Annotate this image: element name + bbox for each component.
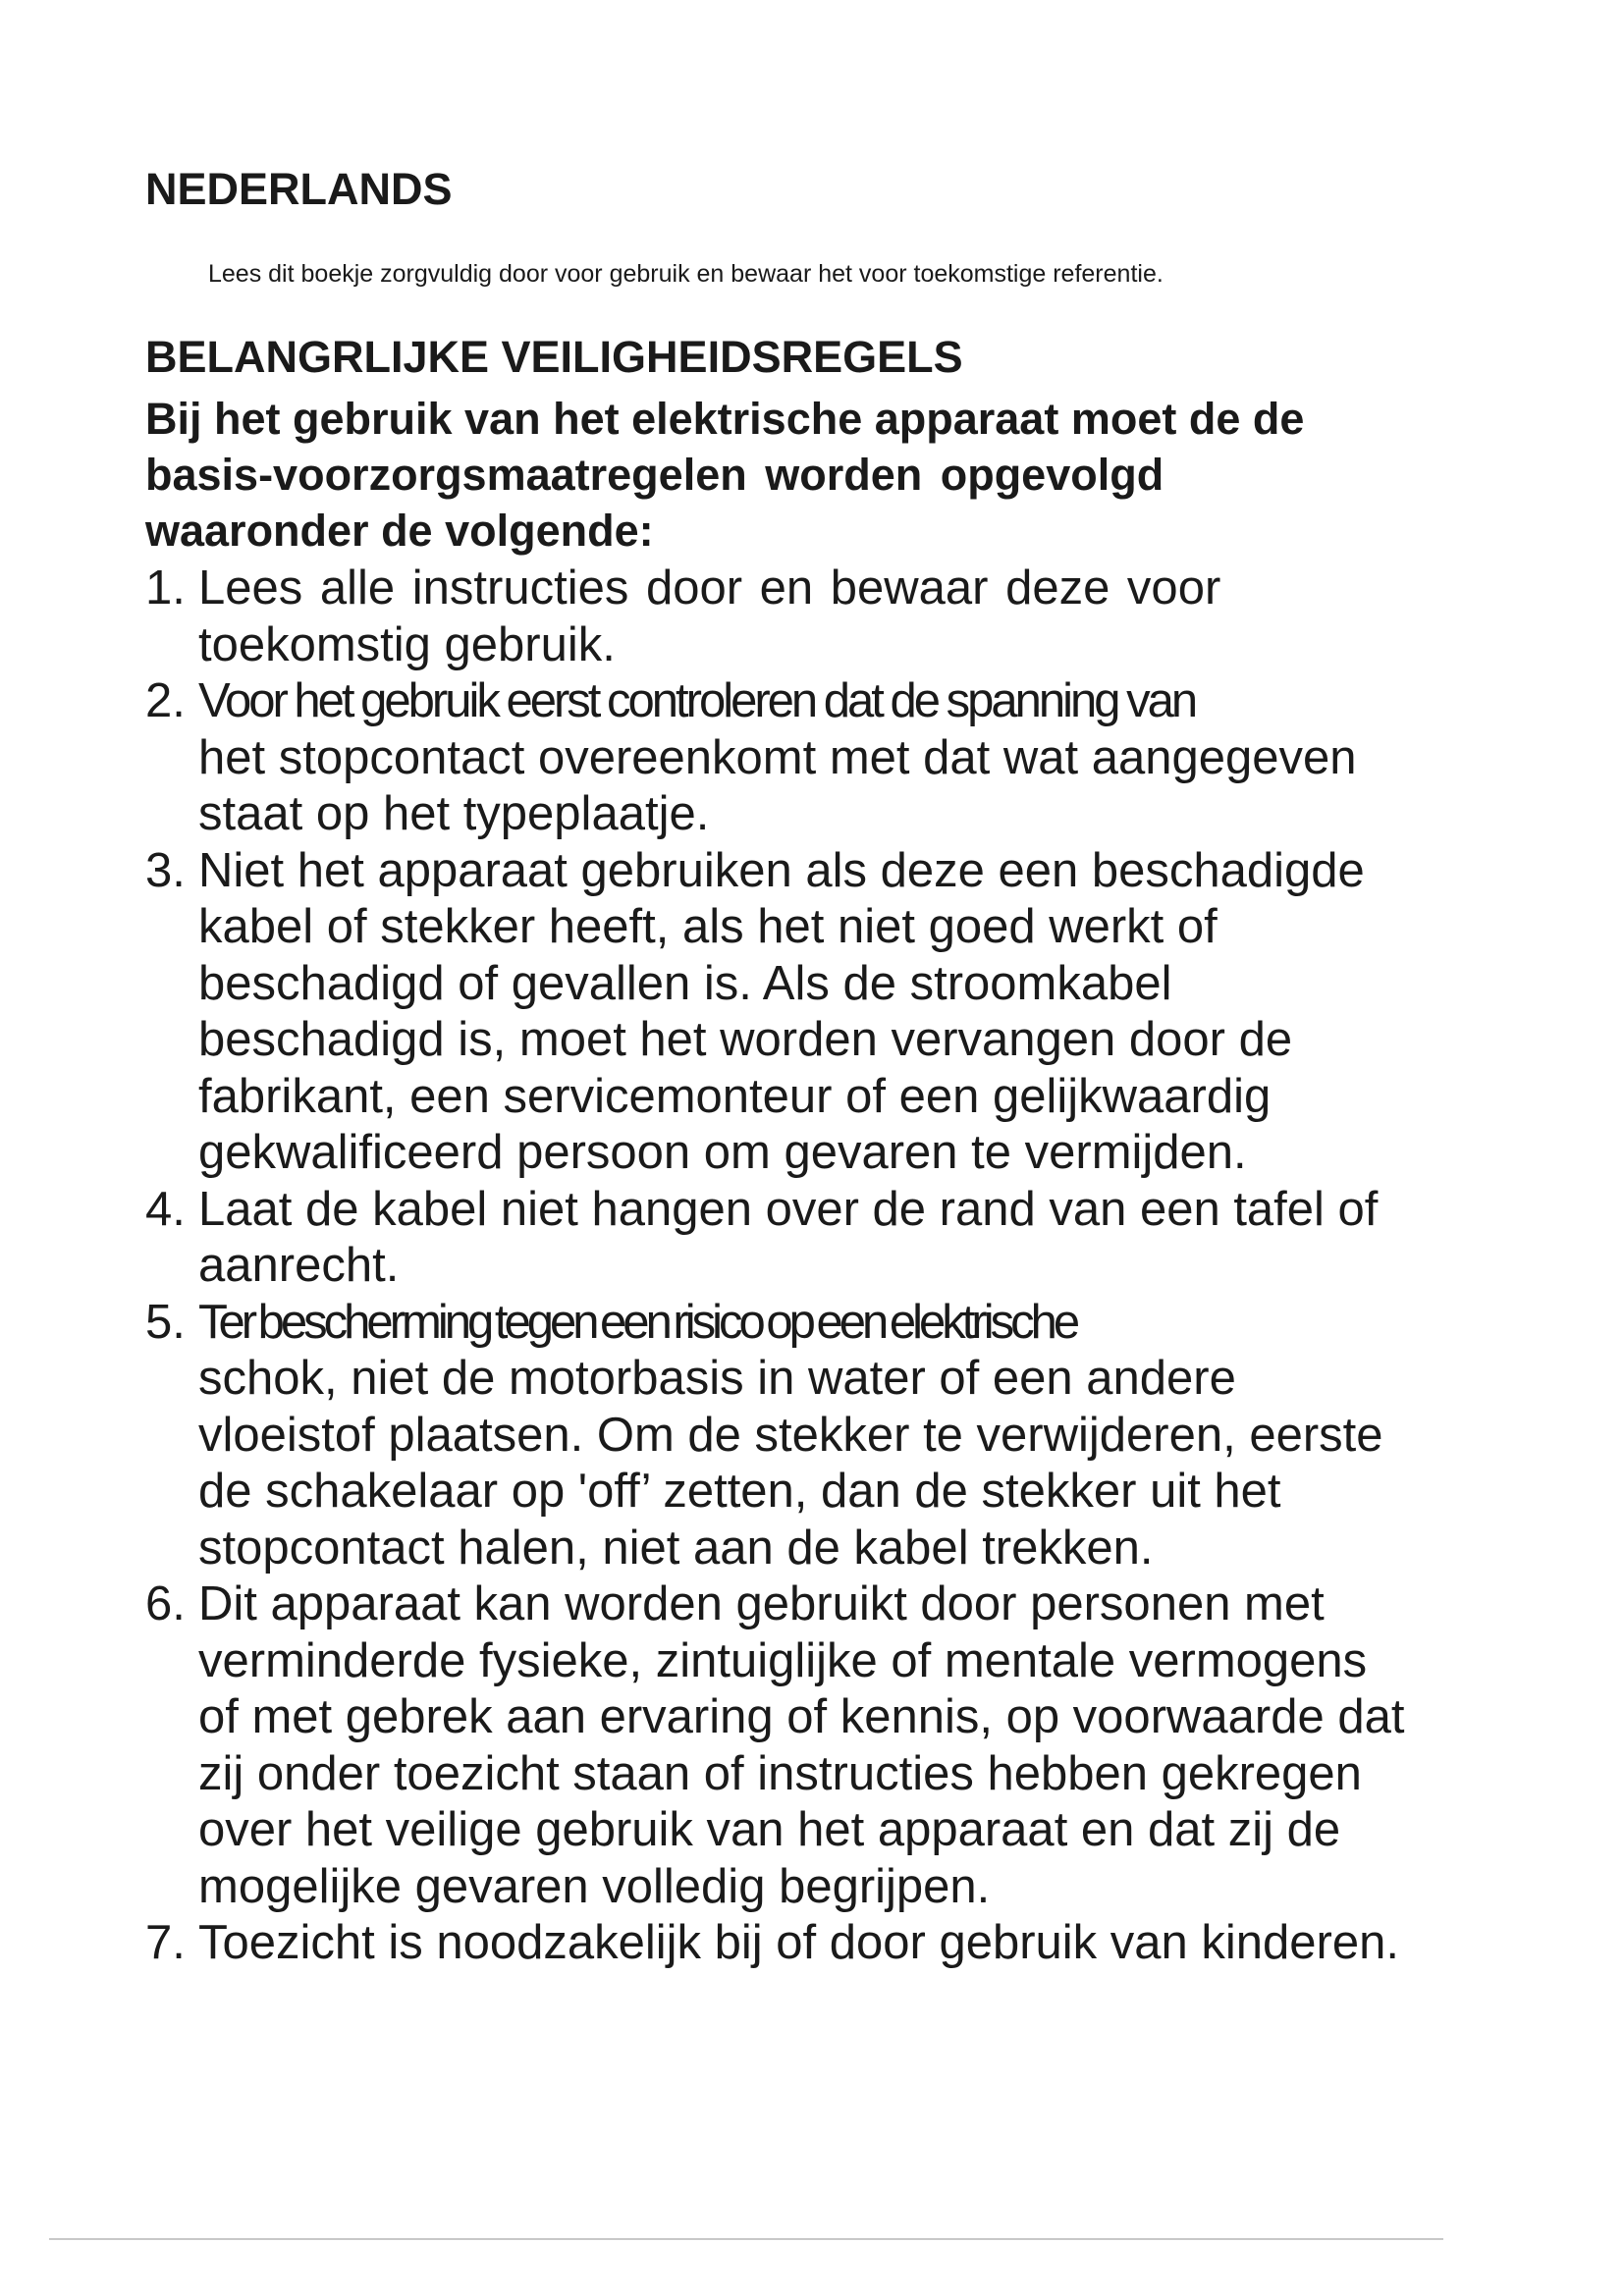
rule-line: schok, niet de motorbasis in water of een andere [198,1352,1236,1405]
rule-line: de schakelaar op 'off’ zetten, dan de stekker uit het [198,1465,1281,1518]
subtitle-line: waaronder de volgende: [145,506,654,556]
rule-line: Ter bescherming tegen een risico op een elektrische [198,1295,1077,1349]
rule-item-2 [145,673,1520,843]
rule-line: toekomstig gebruik. [198,617,616,671]
safety-rules-list [145,561,1520,1972]
rule-line: aanrecht. [198,1239,400,1292]
rule-line: fabrikant, een servicemonteur of een gelijkwaardig [198,1069,1272,1123]
rule-line: Laat de kabel niet hangen over de rand van een tafel of [198,1182,1379,1236]
rule-item-5 [145,1295,1520,1577]
rule-item-1 [145,561,1520,673]
rule-line: gekwalificeerd persoon om gevaren te vermijden. [198,1126,1247,1179]
rule-line: staat op het typeplaatje. [198,787,710,840]
rule-item-4 [145,1182,1520,1295]
rule-line: mogelijke gevaren volledig begrijpen. [198,1859,991,1913]
rule-number: 5. [145,1295,186,1349]
rule-line: vloeistof plaatsen. Om de stekker te verwijderen, eerste [198,1408,1383,1462]
language-heading: NEDERLANDS [145,164,453,214]
rule-item-7 [145,1915,1520,1972]
footer-divider [49,2238,1443,2240]
rule-line: stopcontact halen, niet aan de kabel trekken. [198,1521,1154,1575]
rule-number: 2. [145,674,186,727]
rule-number: 7. [145,1916,186,1969]
subtitle-line: Bij het gebruik van het elektrische apparaat moet de de [145,394,1305,444]
rule-line: Lees alle instructies door en bewaar deze voor [198,561,1221,614]
rule-line: of met gebrek aan ervaring of kennis, op voorwaarde dat [198,1690,1405,1743]
rule-item-6 [145,1576,1520,1915]
rule-line: beschadigd is, moet het worden vervangen door de [198,1013,1293,1066]
rule-number: 3. [145,843,186,897]
rule-number: 4. [145,1182,186,1236]
safety-title: BELANGRLIJKE VEILIGHEIDSREGELS [145,332,963,382]
subtitle-line: basis-voorzorgsmaatregelen worden opgevolgd [145,450,1164,500]
rule-line: verminderde fysieke, zintuiglijke of mentale vermogens [198,1633,1368,1687]
rule-line: beschadigd of gevallen is. Als de stroomkabel [198,956,1172,1010]
safety-subtitle [145,391,1520,559]
rule-line: over het veilige gebruik van het apparaat en dat zij de [198,1803,1341,1856]
rule-line: zij onder toezicht staan of instructies hebben gekregen [198,1746,1362,1800]
intro-note: Lees dit boekje zorgvuldig door voor gebruik en bewaar het voor toekomstige referentie. [208,260,1164,288]
rule-line: Niet het apparaat gebruiken als deze een beschadigde [198,843,1365,897]
rule-number: 6. [145,1577,186,1630]
rule-line: kabel of stekker heeft, als het niet goed werkt of [198,900,1218,953]
rule-number: 1. [145,561,186,614]
rule-item-3 [145,843,1520,1182]
rule-line: Dit apparaat kan worden gebruikt door personen met [198,1577,1325,1630]
rule-line: Toezicht is noodzakelijk bij of door gebruik van kinderen. [198,1916,1399,1969]
rule-line: het stopcontact overeenkomt met dat wat aangegeven [198,730,1357,784]
rule-line: Voor het gebruik eerst controleren dat de spanning van [198,674,1196,727]
